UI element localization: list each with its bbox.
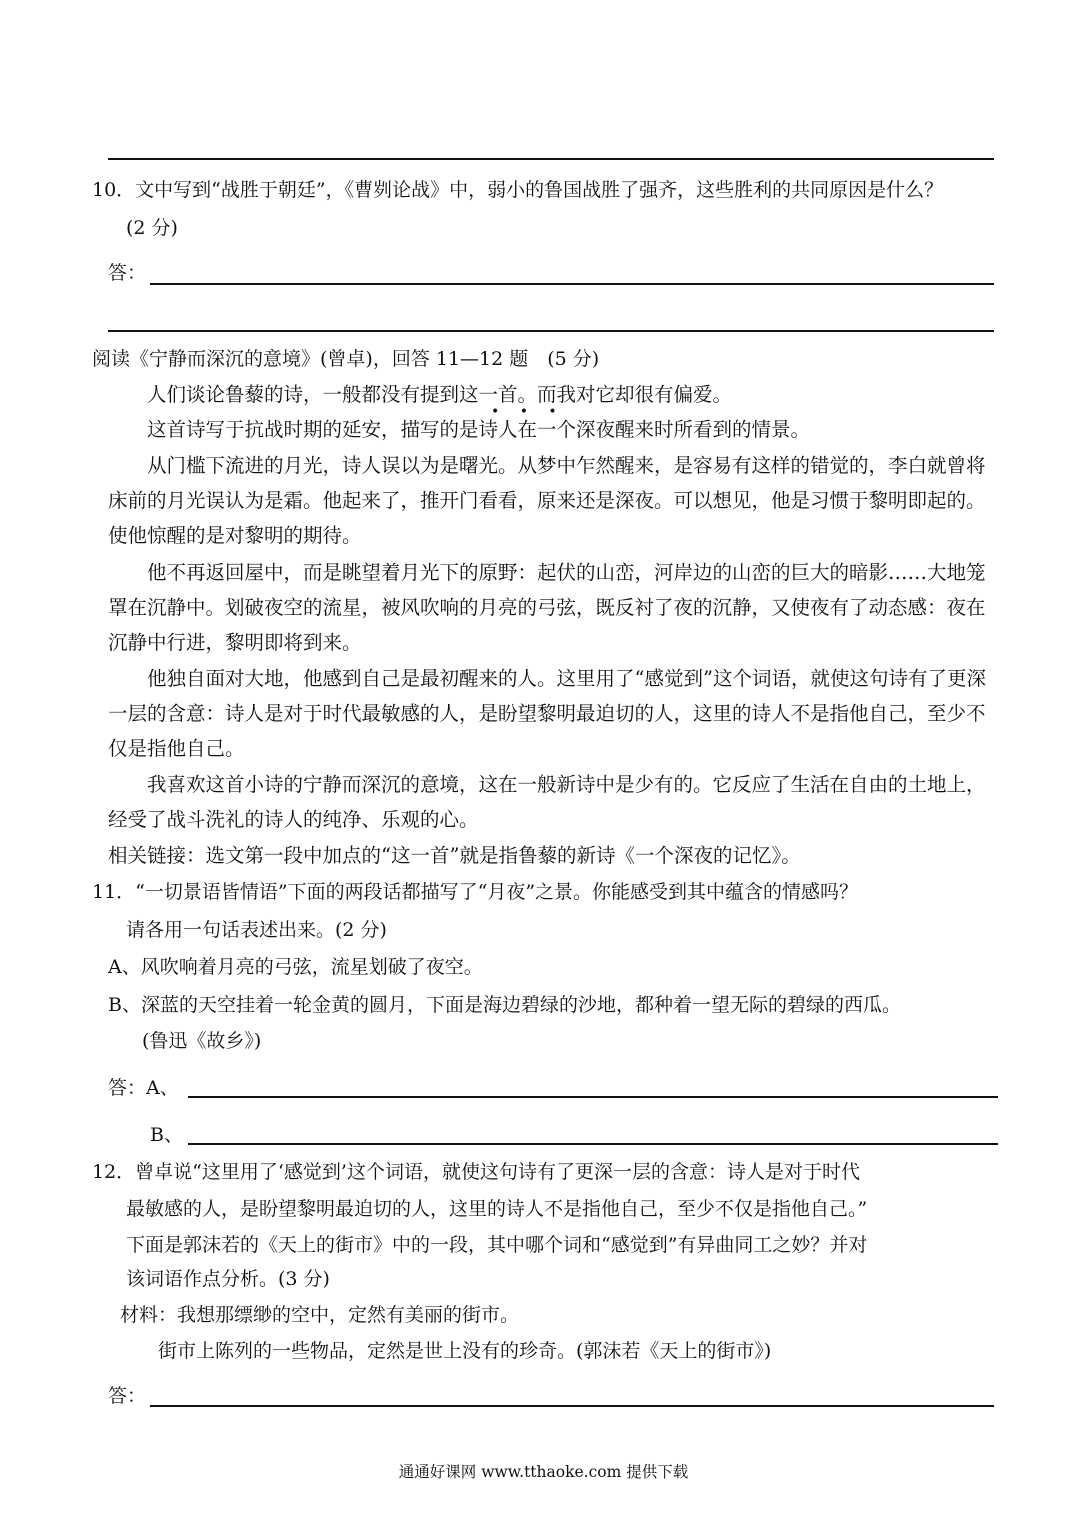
emphasis-dots: • • • — [491, 404, 565, 420]
question-11-line-2: 请各用一句话表述出来。(2 分) — [126, 919, 387, 941]
question-12-line-3: 下面是郭沫若的《天上的街市》中的一段，其中哪个词和“感觉到”有异曲同工之妙？并对 — [126, 1234, 868, 1256]
reading-paragraph-5: 他独自面对大地，他感到自己是最初醒来的人。这里用了“感觉到”这个词语，就使这句诗有了更深一层的含意：诗人是对于时代最敏感的人，是盼望黎明最迫切的人，这里的诗人不是指他自己，至少不仅是指他自己。 — [108, 667, 986, 760]
page-footer: 通通好课网 www.tthaoke.com 提供下载 — [398, 1463, 689, 1481]
reading-paragraph-2: 这首诗写于抗战时期的延安，描写的是诗人在一个深夜醒来时所看到的情景。 — [147, 418, 811, 441]
question-11-option-b: B、深蓝的天空挂着一轮金黄的圆月，下面是海边碧绿的沙地，都种着一望无际的碧绿的西瓜。 — [108, 994, 901, 1016]
question-12-line-1: 12．曾卓说“这里用了‘感觉到’这个词语，就使这句诗有了更深一层的含意：诗人是对于时代 — [92, 1161, 860, 1183]
question-10-answer-label: 答： — [108, 262, 147, 284]
question-11-line-1: 11．“一切景语皆情语”下面的两段话都描写了“月夜”之景。你能感受到其中蕴含的情感吗？ — [92, 881, 859, 903]
question-12-answer-label: 答： — [108, 1385, 147, 1407]
question-12-line-2: 最敏感的人，是盼望黎明最迫切的人，这里的诗人不是指他自己，至少不仅是指他自己。” — [126, 1198, 868, 1220]
question-11-answer-label-a: 答：A、 — [108, 1077, 179, 1099]
question-12-answer-line[interactable] — [150, 1405, 994, 1407]
question-10-answer-line[interactable] — [150, 283, 994, 285]
question-10-answer-line-2[interactable] — [108, 330, 994, 332]
question-11-option-b-source: (鲁迅《故乡》) — [142, 1030, 262, 1052]
question-11-option-a: A、风吹响着月亮的弓弦，流星划破了夜空。 — [108, 956, 483, 978]
question-11-answer-line-b[interactable] — [188, 1143, 998, 1145]
reading-paragraph-6: 我喜欢这首小诗的宁静而深沉的意境，这在一般新诗中是少有的。它反应了生活在自由的土地上，经受了战斗洗礼的诗人的纯净、乐观的心。 — [108, 773, 986, 831]
answer-line — [108, 158, 994, 160]
reading-intro: 阅读《宁静而深沉的意境》(曾卓)，回答 11—12 题 (5 分) — [92, 348, 600, 370]
reading-link: 相关链接：选文第一段中加点的“这一首”就是指鲁藜的新诗《一个深夜的记忆》。 — [108, 844, 801, 867]
question-11-answer-line-a[interactable] — [188, 1096, 998, 1098]
question-12-line-4: 该词语作点分析。(3 分) — [126, 1268, 330, 1290]
question-10-score: (2 分) — [126, 217, 178, 239]
question-12-material-2: 街市上陈列的一些物品，定然是世上没有的珍奇。(郭沫若《天上的街市》) — [158, 1340, 772, 1362]
question-10-text: 10．文中写到“战胜于朝廷”，《曹刿论战》中，弱小的鲁国战胜了强齐，这些胜利的共同原因是什么？ — [92, 179, 944, 201]
reading-paragraph-1: 人们谈论鲁藜的诗，一般都没有提到这一首。而我对它却很有偏爱。 — [147, 383, 733, 406]
reading-paragraph-4: 他不再返回屋中，而是眺望着月光下的原野：起伏的山峦，河岸边的山峦的巨大的暗影……大地笼罩在沉静中。划破夜空的流星，被风吹响的月亮的弓弦，既反衬了夜的沉静，又使夜有了动态感：夜在沉静中行进，黎明即将到来。 — [108, 561, 986, 654]
question-11-answer-label-b: B、 — [150, 1124, 183, 1146]
reading-paragraph-3: 从门槛下流进的月光，诗人误以为是曙光。从梦中乍然醒来，是容易有这样的错觉的，李白就曾将床前的月光误认为是霜。他起来了，推开门看看，原来还是深夜。可以想见，他是习惯于黎明即起的。使他惊醒的是对黎明的期待。 — [108, 454, 986, 547]
question-12-material-1: 材料：我想那缥缈的空中，定然有美丽的街市。 — [120, 1304, 520, 1326]
